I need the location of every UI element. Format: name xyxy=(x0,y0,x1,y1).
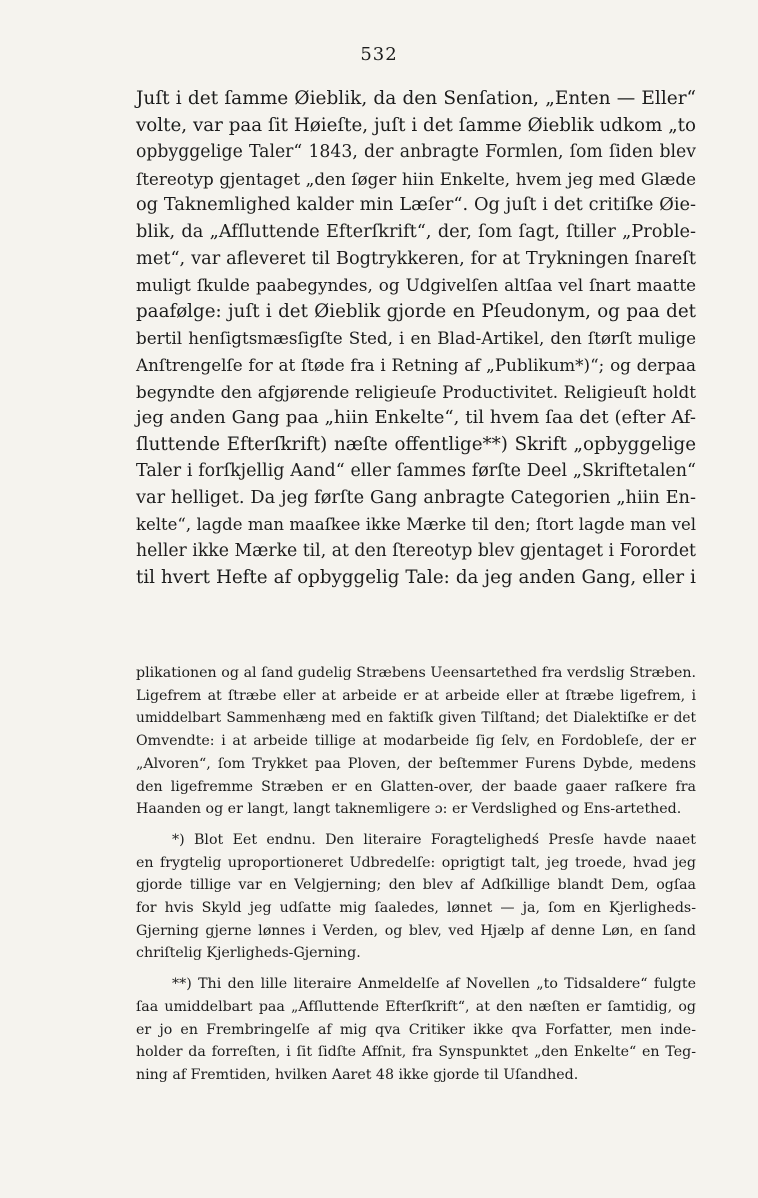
main-line: Anſtrengelſe for at ſtøde fra i Retning af „Publikum*)“; og derpaa xyxy=(136,354,696,375)
footnote-double-asterisk xyxy=(136,973,696,1087)
footnote-line: umiddelbart Sammenhæng med en faktiſk given Tilſtand; det Dialektiſke er det xyxy=(136,710,696,727)
footnote-line: Haanden og er langt, langt taknemligere ɔ: er Verdslighed og Ens-artethed. xyxy=(136,801,682,818)
footnote-line: gjorde tillige var en Velgjerning; den blev af Adſkillige blandt Dem, ogſaa xyxy=(136,877,696,894)
main-line: kelte“, lagde man maaſkee ikke Mærke til den; ſtort lagde man vel xyxy=(136,514,696,534)
footnote-line: plikationen og al ſand gudelig Stræbens Ueensartethed fra verdslig Stræben. xyxy=(136,665,696,681)
footnote-line: „Alvoren“, ſom Trykket paa Ploven, der beſtemmer Furens Dybde, medens xyxy=(136,755,696,772)
main-line: til hvert Hefte af opbyggelig Tale: da jeg anden Gang, eller i xyxy=(136,566,696,588)
footnote-line: en frygtelig uproportioneret Udbredelſe: oprigtigt talt, jeg troede, hvad jeg xyxy=(136,854,696,871)
main-line: Juſt i det ſamme Øieblik, da den Senſation, „Enten — Eller“ xyxy=(136,88,696,109)
main-line: ſluttende Efterſkrift) næſte offentlige**) Skrift „opbyggelige xyxy=(136,433,696,455)
main-line: begyndte den afgjørende religieuſe Productivitet. Religieuſt holdt xyxy=(136,381,696,402)
main-line: muligt ſkulde paabegyndes, og Udgivelſen altſaa vel ſnart maatte xyxy=(136,275,696,296)
footnote-line: Ligefrem at ſtræbe eller at arbeide er at arbeide eller at ſtræbe ligefrem, i xyxy=(136,687,696,704)
footnote-line: **) Thi den lille literaire Anmeldelſe af Novellen „to Tidsaldere“ fulgte xyxy=(172,976,696,993)
main-line: volte, var paa ſit Høieſte, juſt i det ſamme Øieblik udkom „to xyxy=(136,114,696,136)
footnote-line: Gjerning gjerne lønnes i Verden, og blev, ved Hjælp af denne Løn, en ſand xyxy=(136,922,696,939)
main-line: var helliget. Da jeg førſte Gang anbragte Categorien „hiin En- xyxy=(136,487,696,508)
main-line: bertil henſigtsmæsſigſte Sted, i en Blad-Artikel, den ſtørſt mulige xyxy=(136,328,696,349)
main-line: paafølge: juſt i det Øieblik gjorde en Pſeudonym, og paa det xyxy=(136,300,696,322)
main-line: met“, var afleveret til Bogtrykkeren, for at Trykningen ſnareſt xyxy=(136,248,696,269)
footnote-line: den ligefremme Stræben er en Glatten-over, der baade gaaer raſkere fra xyxy=(136,778,696,795)
footnote-line: chriſtelig Kjerligheds-Gjerning. xyxy=(136,945,361,962)
footnote-line: Omvendte: i at arbeide tillige at modarbeide ſig ſelv, en Fordobleſe, der er xyxy=(136,733,696,750)
footnotes xyxy=(136,662,696,1095)
footnote-line: *) Blot Eet endnu. Den literaire Foragtelighedś Presſe havde naaet xyxy=(172,831,696,848)
footnote-line: ning af Fremtiden, hvilken Aaret 48 ikke gjorde til Uſandhed. xyxy=(136,1066,579,1083)
footnote-line: for hvis Skyld jeg udſatte mig ſaaledes, lønnet — ja, ſom en Kjerligheds- xyxy=(136,900,696,917)
page-number: 532 xyxy=(360,44,398,65)
main-line: blik, da „Afſluttende Efterſkrift“, der, ſom ſagt, ſtiller „Proble- xyxy=(136,221,696,242)
footnote-line: er jo en Frembringelſe af mig qva Critiker ikke qva Forfatter, men inde- xyxy=(136,1021,696,1038)
footnote-line: holder da forreſten, i ſit ſidſte Afſnit, fra Synspunktet „den Enkelte“ en Teg- xyxy=(136,1044,696,1061)
main-line: og Taknemlighed kalder min Læſer“. Og juſt i det critiſke Øie- xyxy=(136,195,696,216)
main-line: heller ikke Mærke til, at den ſtereotyp blev gjentaget i Forordet xyxy=(136,541,696,562)
main-line: jeg anden Gang paa „hiin Enkelte“, til hvem ſaa det (efter Af- xyxy=(136,407,696,429)
main-line: Taler i forſkjellig Aand“ eller ſammes førſte Deel „Skriftetalen“ xyxy=(136,461,696,482)
footnote-line: ſaa umiddelbart paa „Afſluttende Efterſkrift“, at den næſten er ſamtidig, og xyxy=(136,998,696,1015)
main-text xyxy=(136,86,696,591)
main-line: ſtereotyp gjentaget „den ſøger hiin Enkelte, hvem jeg med Glæde xyxy=(136,168,696,189)
footnote-single-asterisk xyxy=(136,829,696,965)
footnote-continuation xyxy=(136,662,696,821)
main-line: opbyggelige Taler“ 1843, der anbragte Formlen, ſom ſiden blev xyxy=(136,142,696,163)
